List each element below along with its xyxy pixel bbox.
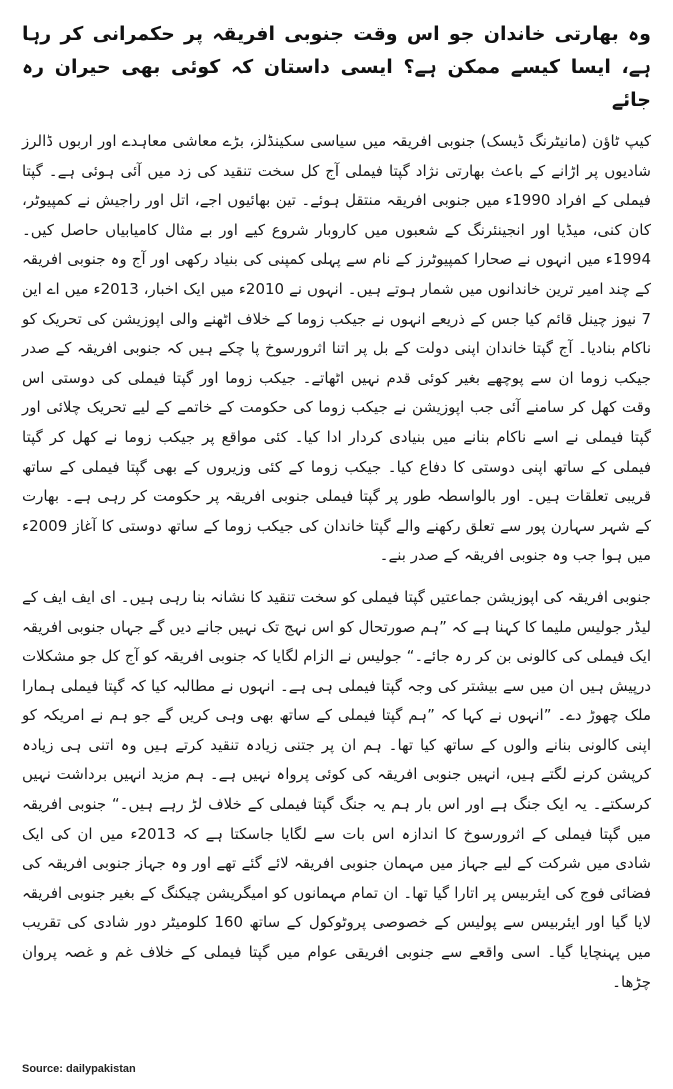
source-credit: Source: dailypakistan (22, 1063, 136, 1075)
article-paragraph-2: جنوبی افریقہ کی اپوزیشن جماعتیں گپتا فیملی کو سخت تنقید کا نشانہ بنا رہی ہیں۔ ای ایف ایف کے لیڈر جولیس ملیما کا کہنا ہے کہ ”ہم صورتحال کو اس نہج تک نہیں جانے دیں گے جہاں جنوبی افریقہ ایک فیملی کی کالونی بن کر رہ جائے۔“ جولیس نے الزام لگایا کہ جنوبی افریقہ کو آج کل جو مشکلات درپیش ہیں ان میں سے بیشتر کی وجہ گپتا فیملی ہی ہے۔ انہوں نے مطالبہ کیا کہ گپتا فیملی ہمارا ملک چھوڑ دے۔ ”انہوں نے کہا کہ ”ہم گپتا فیملی کے ساتھ بھی وہی کریں گے جو ہم نے امریکہ کو اپنی کالونی بنانے والوں کے ساتھ کیا تھا۔ ہم ان پر جتنی زیادہ تنقید کرتے ہیں وہ اتنی ہی زیادہ کرپشن کرنے لگتے ہیں، انہیں جنوبی افریقہ کی کوئی پرواہ نہیں ہے۔ ہم مزید انہیں برداشت نہیں کرسکتے۔ یہ ایک جنگ ہے اور اس بار ہم یہ جنگ گپتا فیملی کے خلاف لڑ رہے ہیں۔“ جنوبی افریقہ میں گپتا فیملی کے اثرورسوخ کا اندازہ اس بات سے لگایا جاسکتا ہے کہ 2013ء میں ان کی ایک شادی میں شرکت کے لیے جہاز میں مہمان جنوبی افریقہ لائے گئے تھے اور وہ جہاز جنوبی افریقہ کی فضائی فوج کی ایئربیس پر اتارا گیا تھا۔ ان تمام مہمانوں کو امیگریشن چیکنگ کے بغیر جنوبی افریقہ لایا گیا اور ایئربیس سے پولیس کے خصوصی پروٹوکول کے ساتھ 160 کلومیٹر دور شادی کی تقریب میں پہنچایا گیا۔ اسی واقعے سے جنوبی افریقی عوام میں گپتا فیملی کے خلاف غم و غصہ پروان چڑھا۔ (22, 587, 651, 991)
article-headline: وہ بھارتی خاندان جو اس وقت جنوبی افریقہ پر حکمرانی کر رہا ہے، ایسا کیسے ممکن ہے؟ ایسی داستان کہ کوئی بھی حیران رہ جائے (22, 23, 651, 111)
article-paragraph-1: کیپ ٹاؤن (مانیٹرنگ ڈیسک) جنوبی افریقہ میں سیاسی سکینڈلز، بڑے معاشی معاہدے اور اربوں ڈالرز شادیوں پر اڑانے کے باعث بھارتی نژاد گپتا فیملی آج کل سخت تنقید کی زد میں آئی ہوئی ہے۔ گپتا فیملی کے افراد 1990ء میں جنوبی افریقہ منتقل ہوئے۔ تین بھائیوں اجے، اتل اور راجیش نے کمپیوٹر، کان کنی، میڈیا اور انجینئرنگ کے شعبوں میں کاروبار شروع کیے اور بے مثال کامیابیاں حاصل کیں۔ 1994ء میں انہوں نے صحارا کمپیوٹرز کے نام سے پہلی کمپنی کی بنیاد رکھی اور آج وہ جنوبی افریقہ کے چند امیر ترین خاندانوں میں شمار ہوتے ہیں۔ انہوں نے 2010ء میں ایک اخبار، 2013ء میں اے این 7 نیوز چینل قائم کیا جس کے ذریعے انہوں نے جیکب زوما کے خلاف اٹھنے والی اپوزیشن کی تحریک کو ناکام بنادیا۔ آج گپتا خاندان اپنی دولت کے بل پر اتنا اثرورسوخ پا چکے ہیں کہ جنوبی افریقہ کے صدر جیکب زوما ان سے پوچھے بغیر کوئی قدم نہیں اٹھاتے۔ جیکب زوما اور گپتا فیملی کی دوستی اس وقت کھل کر سامنے آئی جب اپوزیشن نے جیکب زوما کی حکومت کے خاتمے کے لیے تحریک چلائی اور گپتا فیملی نے اسے ناکام بنانے میں بنیادی کردار ادا کیا۔ کئی مواقع پر جیکب زوما نے کھل کر گپتا فیملی کے ساتھ اپنی دوستی کا دفاع کیا۔ جیکب زوما کے کئی وزیروں کے بھی گپتا فیملی کے ساتھ قریبی تعلقات ہیں۔ اور بالواسطہ طور پر گپتا فیملی جنوبی افریقہ پر حکومت کر رہی ہے۔ بھارت کے شہر سہارن پور سے تعلق رکھنے والے گپتا خاندان کی جیکب زوما کے ساتھ دوستی کا آغاز 2009ء میں ہوا جب وہ جنوبی افریقہ کے صدر بنے۔ (22, 132, 651, 565)
